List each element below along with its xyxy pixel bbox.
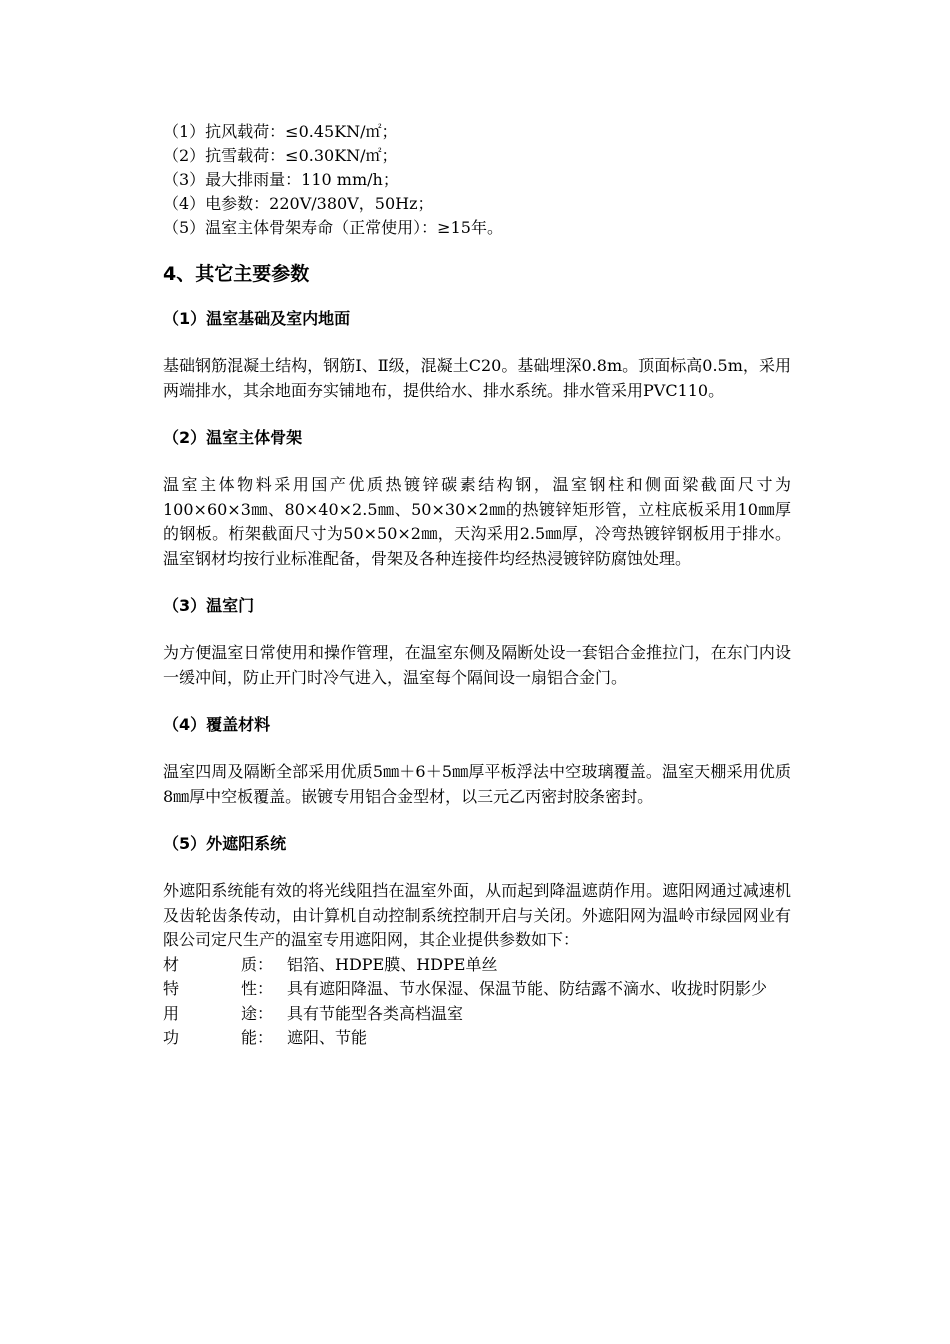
property-value: 铝箔、HDPE膜、HDPE单丝 [287, 954, 498, 974]
property-value: 具有节能型各类高档温室 [287, 1003, 464, 1023]
property-row [163, 953, 791, 978]
property-key-suffix: 能： [241, 1028, 274, 1047]
property-key-suffix: 质： [241, 954, 274, 974]
shade-net-properties [163, 953, 791, 1051]
spec-item: （1）抗风载荷：≤0.45KN/㎡； [163, 122, 398, 141]
subsection-heading: （3）温室门 [163, 596, 255, 615]
paragraph: 外遮阳系统能有效的将光线阻挡在温室外面，从而起到降温遮荫作用。遮阳网通过减速机及齿轮齿条传动，由计算机自动控制系统控制开启与关闭。外遮阳网为温岭市绿园网业有限公司定尺生产的温室专用遮阳网，其企业提供参数如下： [163, 881, 791, 949]
property-row [163, 977, 791, 1002]
paragraph: 温室主体物料采用国产优质热镀锌碳素结构钢，温室钢柱和侧面梁截面尺寸为100×60×3㎜、80×40×2.5㎜、50×30×2㎜的热镀锌矩形管，立柱底板采用10㎜厚的钢板。桁架截面尺寸为50×50×2㎜，天沟采用2.5㎜厚，冷弯热镀锌钢板用于排水。温室钢材均按行业标准配备，骨架及各种连接件均经热浸镀锌防腐蚀处理。 [163, 475, 791, 568]
property-value: 遮阳、节能 [287, 1028, 368, 1047]
spec-item: （2）抗雪载荷：≤0.30KN/㎡； [163, 146, 398, 165]
section-heading: 4、其它主要参数 [163, 263, 310, 285]
load-spec-list [163, 120, 791, 240]
property-key-suffix: 途： [241, 1003, 274, 1023]
spec-item: （3）最大排雨量：110 mm/h； [163, 170, 399, 189]
document-page [163, 120, 791, 1051]
property-value: 具有遮阳降温、节水保湿、保温节能、防结露不滴水、收拢时阴影少 [287, 979, 768, 998]
spec-item: （4）电参数：220V/380V，50Hz； [163, 194, 434, 213]
paragraph: 温室四周及隔断全部采用优质5㎜＋6＋5㎜厚平板浮法中空玻璃覆盖。温室天棚采用优质8㎜厚中空板覆盖。嵌镀专用铝合金型材，以三元乙丙密封胶条密封。 [163, 762, 791, 806]
paragraph: 为方便温室日常使用和操作管理，在温室东侧及隔断处设一套铝合金推拉门，在东门内设一缓冲间，防止开门时冷气进入，温室每个隔间设一扇铝合金门。 [163, 643, 791, 687]
property-key-suffix: 性： [241, 979, 274, 998]
subsection-heading: （5）外遮阳系统 [163, 834, 287, 853]
property-key: 材 [163, 954, 180, 974]
paragraph: 基础钢筋混凝土结构，钢筋Ⅰ、Ⅱ级，混凝土C20。基础埋深0.8m。顶面标高0.5m，采用两端排水，其余地面夯实铺地布，提供给水、排水系统。排水管采用PVC110。 [163, 356, 791, 400]
property-key: 功 [163, 1028, 180, 1047]
subsection-heading: （4）覆盖材料 [163, 715, 271, 734]
property-row [163, 1002, 791, 1027]
property-key: 特 [163, 979, 180, 998]
property-row [163, 1026, 791, 1051]
property-key: 用 [163, 1003, 180, 1023]
spec-item: （5）温室主体骨架寿命（正常使用）：≥15年。 [163, 218, 503, 237]
subsection-heading: （2）温室主体骨架 [163, 428, 303, 447]
subsection-heading: （1）温室基础及室内地面 [163, 309, 351, 328]
